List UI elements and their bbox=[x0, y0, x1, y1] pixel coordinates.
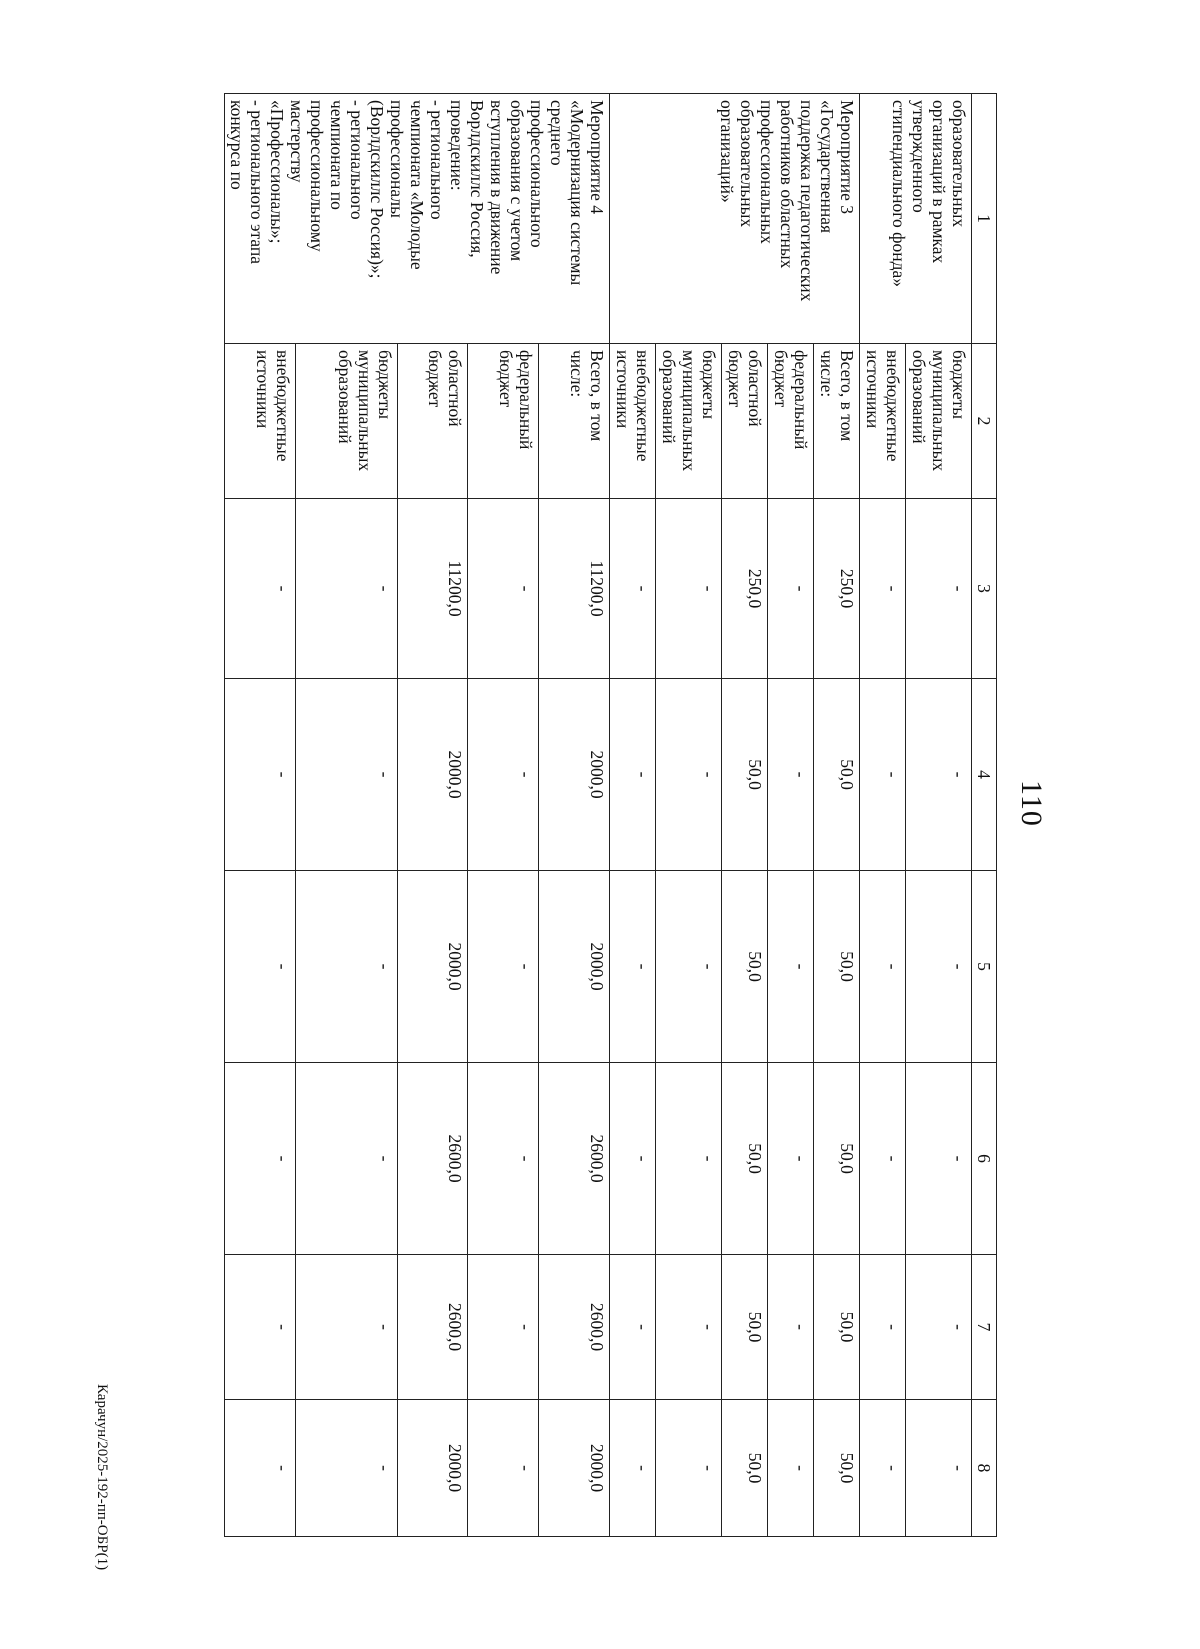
value-cell: 2600,0 bbox=[539, 1255, 610, 1400]
activity-name-line: проведение: bbox=[447, 100, 467, 191]
funding-source-cell bbox=[656, 344, 722, 499]
value-cell: 50,0 bbox=[722, 1063, 768, 1255]
column-header-2: 2 bbox=[972, 344, 997, 499]
activity-name-line: мастерству bbox=[287, 100, 307, 183]
funding-source-line: бюджеты bbox=[699, 350, 719, 420]
value-cell: 2600,0 bbox=[539, 1063, 610, 1255]
activity-name-line: Ворлдскиллс Россия, bbox=[467, 100, 487, 258]
value-cell: - bbox=[906, 1063, 972, 1255]
value-cell: - bbox=[225, 499, 296, 679]
activity-name-line: организаций» bbox=[717, 100, 737, 203]
column-header-3: 3 bbox=[972, 499, 997, 679]
funding-source-line: муниципальных bbox=[679, 350, 699, 472]
value-cell: 2600,0 bbox=[397, 1063, 468, 1255]
activity-name-line: (Ворлдскиллс Россия)»; bbox=[367, 100, 387, 279]
funding-source-line: образований bbox=[909, 350, 929, 444]
funding-source-line: образований bbox=[659, 350, 679, 444]
value-cell: 2600,0 bbox=[397, 1255, 468, 1400]
funding-source-line: Всего, в том bbox=[837, 350, 857, 442]
activity-name-line: образовательных bbox=[949, 100, 969, 228]
value-cell: - bbox=[468, 871, 539, 1063]
activity-name-line: вступления в движение bbox=[487, 100, 507, 275]
table-body bbox=[225, 94, 997, 1537]
activity-name-line: среднего bbox=[547, 100, 567, 166]
funding-source-line: муниципальных bbox=[929, 350, 949, 472]
column-header-8: 8 bbox=[972, 1400, 997, 1537]
activity-name-line: Мероприятие 3 bbox=[837, 100, 857, 215]
value-cell: 250,0 bbox=[814, 499, 860, 679]
value-cell: 2000,0 bbox=[539, 871, 610, 1063]
value-cell: - bbox=[295, 1063, 397, 1255]
value-cell: - bbox=[906, 679, 972, 871]
funding-source-line: источники bbox=[863, 350, 883, 429]
activity-name-line: Мероприятие 4 bbox=[587, 100, 607, 215]
value-cell: - bbox=[906, 1255, 972, 1400]
value-cell: 2000,0 bbox=[539, 679, 610, 871]
funding-source-line: внебюджетные bbox=[633, 350, 653, 462]
funding-source-line: источники bbox=[252, 350, 273, 429]
activity-name-line: стипендиального фонда» bbox=[889, 100, 909, 288]
value-cell: - bbox=[768, 499, 814, 679]
value-cell: - bbox=[768, 871, 814, 1063]
value-cell: - bbox=[906, 871, 972, 1063]
value-cell: 50,0 bbox=[814, 1063, 860, 1255]
funding-source-line: бюджет bbox=[425, 350, 446, 408]
value-cell: 11200,0 bbox=[539, 499, 610, 679]
value-cell: - bbox=[860, 679, 906, 871]
activity-name-line: профессиональных bbox=[757, 100, 777, 244]
funding-source-cell bbox=[295, 344, 397, 499]
value-cell: - bbox=[225, 1063, 296, 1255]
column-header-6: 6 bbox=[972, 1063, 997, 1255]
value-cell: 50,0 bbox=[722, 871, 768, 1063]
funding-source-line: бюджет bbox=[771, 350, 791, 408]
value-cell: - bbox=[768, 1255, 814, 1400]
activity-name-line: чемпионата по bbox=[327, 100, 347, 210]
table-row bbox=[906, 94, 972, 1537]
activity-name-line: - регионального bbox=[347, 100, 367, 220]
activity-name-line: утвержденного bbox=[909, 100, 929, 213]
value-cell: - bbox=[906, 499, 972, 679]
table-row bbox=[539, 94, 610, 1537]
funding-source-line: числе: bbox=[817, 350, 837, 398]
funding-source-line: числе: bbox=[567, 350, 587, 398]
value-cell: - bbox=[610, 1400, 656, 1537]
funding-source-line: бюджет bbox=[496, 350, 517, 408]
header-row bbox=[972, 94, 997, 1537]
funding-source-cell bbox=[722, 344, 768, 499]
value-cell: - bbox=[860, 1063, 906, 1255]
column-header-5: 5 bbox=[972, 871, 997, 1063]
table-row bbox=[814, 94, 860, 1537]
value-cell: - bbox=[860, 871, 906, 1063]
value-cell: - bbox=[656, 1255, 722, 1400]
value-cell: - bbox=[768, 1063, 814, 1255]
funding-source-line: внебюджетные bbox=[883, 350, 903, 462]
value-cell: - bbox=[860, 1255, 906, 1400]
column-header-7: 7 bbox=[972, 1255, 997, 1400]
value-cell: 50,0 bbox=[722, 1255, 768, 1400]
value-cell: - bbox=[295, 679, 397, 871]
value-cell: - bbox=[610, 871, 656, 1063]
value-cell: 50,0 bbox=[722, 1400, 768, 1537]
value-cell: - bbox=[295, 1400, 397, 1537]
funding-source-cell bbox=[225, 344, 296, 499]
funding-source-cell bbox=[906, 344, 972, 499]
column-header-4: 4 bbox=[972, 679, 997, 871]
activity-name-line: профессионалы bbox=[387, 100, 407, 218]
funding-source-line: бюджеты bbox=[949, 350, 969, 420]
value-cell: - bbox=[468, 1063, 539, 1255]
activity-name-line: поддержка педагогических bbox=[797, 100, 817, 302]
value-cell: - bbox=[468, 499, 539, 679]
value-cell: 50,0 bbox=[814, 679, 860, 871]
document-code: Карачун/2025-192-пп-ОБР(1) bbox=[94, 1384, 110, 1571]
funding-source-line: Всего, в том bbox=[587, 350, 607, 442]
funding-source-line: областной bbox=[745, 350, 765, 427]
activity-name-line: - регионального bbox=[427, 100, 447, 220]
value-cell: - bbox=[610, 1255, 656, 1400]
activity-name-line: «Государственная bbox=[817, 100, 837, 234]
value-cell: - bbox=[768, 679, 814, 871]
funding-source-line: образований bbox=[334, 350, 355, 444]
value-cell: 50,0 bbox=[814, 871, 860, 1063]
value-cell: 2000,0 bbox=[397, 1400, 468, 1537]
activity-name-line: - регионального этапа bbox=[247, 100, 267, 265]
activity-name-line: конкурса по bbox=[227, 100, 247, 190]
activity-name-cell bbox=[225, 94, 610, 344]
funding-source-cell bbox=[397, 344, 468, 499]
value-cell: - bbox=[295, 871, 397, 1063]
value-cell: 50,0 bbox=[722, 679, 768, 871]
value-cell: - bbox=[906, 1400, 972, 1537]
funding-source-cell bbox=[468, 344, 539, 499]
value-cell: 250,0 bbox=[722, 499, 768, 679]
value-cell: - bbox=[656, 871, 722, 1063]
funding-source-line: федеральный bbox=[791, 350, 811, 450]
value-cell: - bbox=[656, 1063, 722, 1255]
funding-source-line: бюджет bbox=[725, 350, 745, 408]
value-cell: - bbox=[468, 1400, 539, 1537]
activity-name-cell bbox=[610, 94, 860, 344]
value-cell: - bbox=[295, 499, 397, 679]
value-cell: - bbox=[225, 871, 296, 1063]
funding-source-line: муниципальных bbox=[354, 350, 375, 472]
funding-source-line: внебюджетные bbox=[272, 350, 293, 462]
value-cell: - bbox=[468, 1255, 539, 1400]
value-cell: - bbox=[656, 499, 722, 679]
activity-name-cell bbox=[860, 94, 972, 344]
value-cell: 50,0 bbox=[814, 1400, 860, 1537]
funding-source-line: источники bbox=[613, 350, 633, 429]
funding-source-cell bbox=[860, 344, 906, 499]
activity-name-line: образовательных bbox=[737, 100, 757, 228]
page-number: 110 bbox=[1015, 780, 1048, 827]
value-cell: - bbox=[768, 1400, 814, 1537]
funding-source-cell bbox=[814, 344, 860, 499]
value-cell: - bbox=[610, 499, 656, 679]
funding-source-cell bbox=[768, 344, 814, 499]
value-cell: 11200,0 bbox=[397, 499, 468, 679]
activity-name-line: «Модернизация системы bbox=[567, 100, 587, 286]
value-cell: 2000,0 bbox=[397, 871, 468, 1063]
value-cell: - bbox=[295, 1255, 397, 1400]
value-cell: 2000,0 bbox=[397, 679, 468, 871]
value-cell: - bbox=[225, 1255, 296, 1400]
activity-name-line: «Профессионалы»; bbox=[267, 100, 287, 244]
activity-name-line: профессионального bbox=[527, 100, 547, 248]
activity-name-line: образования с учетом bbox=[507, 100, 527, 262]
funding-source-line: федеральный bbox=[516, 350, 537, 450]
activity-name-line: чемпионата «Молодые bbox=[407, 100, 427, 270]
value-cell: - bbox=[860, 499, 906, 679]
value-cell: - bbox=[610, 679, 656, 871]
activity-name-line: организаций в рамках bbox=[929, 100, 949, 264]
funding-table bbox=[224, 93, 997, 1537]
funding-source-cell bbox=[539, 344, 610, 499]
value-cell: - bbox=[468, 679, 539, 871]
activity-name-line: профессиональному bbox=[307, 100, 327, 252]
value-cell: - bbox=[610, 1063, 656, 1255]
value-cell: - bbox=[225, 1400, 296, 1537]
value-cell: - bbox=[656, 1400, 722, 1537]
funding-source-cell bbox=[610, 344, 656, 499]
value-cell: - bbox=[656, 679, 722, 871]
column-header-1: 1 bbox=[972, 94, 997, 344]
value-cell: - bbox=[225, 679, 296, 871]
value-cell: 2000,0 bbox=[539, 1400, 610, 1537]
funding-source-line: бюджеты bbox=[374, 350, 395, 420]
value-cell: 50,0 bbox=[814, 1255, 860, 1400]
value-cell: - bbox=[860, 1400, 906, 1537]
funding-source-line: областной bbox=[445, 350, 466, 427]
activity-name-line: работников областных bbox=[777, 100, 797, 269]
